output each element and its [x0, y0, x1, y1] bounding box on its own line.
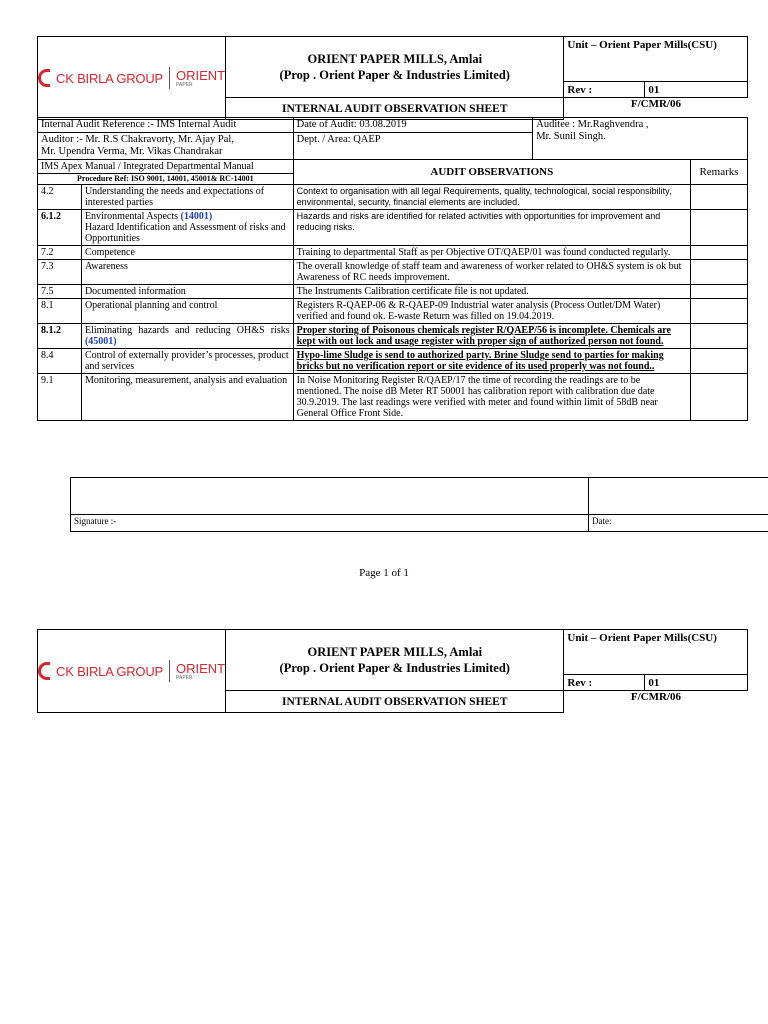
sheet-title: INTERNAL AUDIT OBSERVATION SHEET [226, 98, 564, 120]
remarks-cell [691, 374, 748, 421]
dept-area: Dept. / Area: QAEP [293, 133, 533, 160]
observation-text: In Noise Monitoring Register R/QAEP/17 the time of recording the readings are to be mentioned. The noise dB Meter RT 50001 has calibration report with calibration due date 30.9.2019. The last readings were verified with meter and found within limit of 58dB near General Office Front Side. [293, 374, 690, 421]
header-table [37, 36, 748, 120]
logo-brand-text: ORIENT [176, 67, 226, 83]
clause-topic: Understanding the needs and expectations of interested parties [81, 185, 293, 210]
observation-text: The Instruments Calibration certificate file is not updated. [293, 285, 690, 299]
clause-number: 8.4 [38, 349, 82, 374]
clause-topic: Awareness [81, 260, 293, 285]
form-number: F/CMR/06 [630, 98, 681, 110]
remarks-cell [691, 260, 748, 285]
auditee: Auditee : Mr.Raghvendra , [536, 119, 649, 130]
unit-label: Unit – Orient Paper Mills(CSU) [564, 630, 748, 675]
table-row [38, 260, 748, 285]
company-title [226, 37, 564, 98]
logo-brand-subtext: PAPER [176, 81, 193, 88]
company-name: ORIENT PAPER MILLS, Amlai [307, 645, 483, 659]
clause-topic: Environmental Aspects [84, 211, 181, 222]
rev-label: Rev : [564, 675, 645, 691]
clause-topic-cell [81, 210, 293, 246]
remarks-cell [691, 324, 748, 349]
table-row [38, 374, 748, 421]
table-row [38, 210, 748, 246]
company-logo [38, 630, 226, 713]
form-number: F/CMR/06 [630, 691, 681, 703]
logo-brand-text: ORIENT [176, 660, 226, 676]
clause-topic: Monitoring, measurement, analysis and evaluation [81, 374, 293, 421]
clause-topic: Documented information [81, 285, 293, 299]
remarks-cell [691, 299, 748, 324]
observation-text: The overall knowledge of staff team and awareness of worker related to OH&S system is ok but Awareness of RC needs improvement. [293, 260, 690, 285]
remarks-cell [691, 349, 748, 374]
table-row [38, 349, 748, 374]
logo-group-text: CK BIRLA GROUP [56, 663, 164, 679]
clause-topic: Control of externally provider’s processes, product and services [81, 349, 293, 374]
observation-text: Context to organisation with all legal Requirements, quality, technological, social responsibility, environmental, security, financial elements are included. [293, 185, 690, 210]
table-row [38, 324, 748, 349]
observation-text: Hazards and risks are identified for related activities with opportunities for improvement and reducing risks. [293, 210, 690, 246]
auditee-cell [533, 118, 748, 160]
logo-group-text: CK BIRLA GROUP [56, 70, 164, 86]
rev-label: Rev : [564, 82, 645, 98]
procedure-ref: Procedure Ref: ISO 9001, 14001, 45001& RC-14001 [77, 174, 254, 183]
clause-number: 9.1 [38, 374, 82, 421]
clause-number: 8.1.2 [38, 324, 82, 349]
page-number: Page 1 of 1 [359, 567, 409, 579]
clause-topic: Competence [81, 246, 293, 260]
signature-table [70, 477, 768, 532]
clause-number: 7.2 [38, 246, 82, 260]
observation-text: Proper storing of Poisonous chemicals register R/QAEP/56 is incomplete. Chemicals are kept with out lock and usage register with proper sign of authorized person not found. [293, 324, 690, 349]
clause-topic-cell [81, 324, 293, 349]
manual-label: IMS Apex Manual / Integrated Departmental Manual [38, 160, 293, 174]
clause-standard: (14001) [180, 211, 213, 222]
remarks-cell [691, 285, 748, 299]
remarks-cell [691, 246, 748, 260]
logo-divider [169, 660, 170, 682]
audit-reference: Internal Audit Reference :- IMS Internal Audit [38, 118, 294, 133]
unit-label: Unit – Orient Paper Mills(CSU) [564, 37, 748, 82]
logo-brand-subtext: PAPER [176, 674, 193, 681]
observation-text: Registers R-QAEP-06 & R-QAEP-09 Industrial water analysis (Process Outlet/DM Water) verified and found ok. E-waste Return was filled on 19.04.2019. [293, 299, 690, 324]
table-row [38, 185, 748, 210]
clause-topic-2: Hazard Identification and Assessment of risks and Opportunities [84, 222, 286, 244]
observations-header: AUDIT OBSERVATIONS [293, 160, 690, 185]
clause-number: 7.5 [38, 285, 82, 299]
clause-number: 6.1.2 [38, 210, 82, 246]
auditor-2: Mr. Upendra Verma, Mr. Vikas Chandrakar [41, 146, 223, 157]
date-space [589, 478, 768, 515]
audit-table [37, 117, 748, 421]
table-row [38, 285, 748, 299]
company-logo [38, 37, 226, 120]
signature-space [71, 478, 589, 515]
auditee-2: Mr. Sunil Singh. [536, 131, 606, 142]
observation-text: Training to departmental Staff as per Objective OT/QAEP/01 was found conducted regularly. [293, 246, 690, 260]
signature-label: Signature :- [71, 515, 589, 532]
auditor-cell [38, 133, 294, 160]
remarks-header: Remarks [691, 160, 748, 185]
header-table-2 [37, 629, 748, 713]
remarks-cell [691, 185, 748, 210]
clause-standard: (45001) [84, 336, 117, 347]
company-prop: (Prop . Orient Paper & Industries Limited) [279, 68, 510, 82]
sheet-title: INTERNAL AUDIT OBSERVATION SHEET [226, 691, 564, 713]
clause-number: 7.3 [38, 260, 82, 285]
ck-birla-mark-icon [38, 662, 50, 680]
clause-topic: Eliminating hazards and reducing OH&S risks [84, 325, 290, 336]
audit-date: Date of Audit: 03.08.2019 [293, 118, 533, 133]
date-label: Date: [589, 515, 768, 532]
remarks-cell [691, 210, 748, 246]
auditor: Auditor :- Mr. R.S Chakravorty, Mr. Ajay Pal, [41, 134, 234, 145]
observation-text: Hypo-lime Sludge is send to authorized party. Brine Sludge send to parties for making bricks but no verification report or site evidence of its used properly was not found.. [293, 349, 690, 374]
clause-number: 4.2 [38, 185, 82, 210]
ck-birla-mark-icon [38, 69, 50, 87]
table-row [38, 299, 748, 324]
company-prop: (Prop . Orient Paper & Industries Limited) [279, 661, 510, 675]
logo-divider [169, 67, 170, 89]
manual-cell [38, 160, 294, 185]
rev-value: 01 [645, 675, 748, 691]
table-row [38, 246, 748, 260]
clause-topic: Operational planning and control [81, 299, 293, 324]
rev-value: 01 [645, 82, 748, 98]
clause-number: 8.1 [38, 299, 82, 324]
company-title [226, 630, 564, 691]
company-name: ORIENT PAPER MILLS, Amlai [307, 52, 483, 66]
